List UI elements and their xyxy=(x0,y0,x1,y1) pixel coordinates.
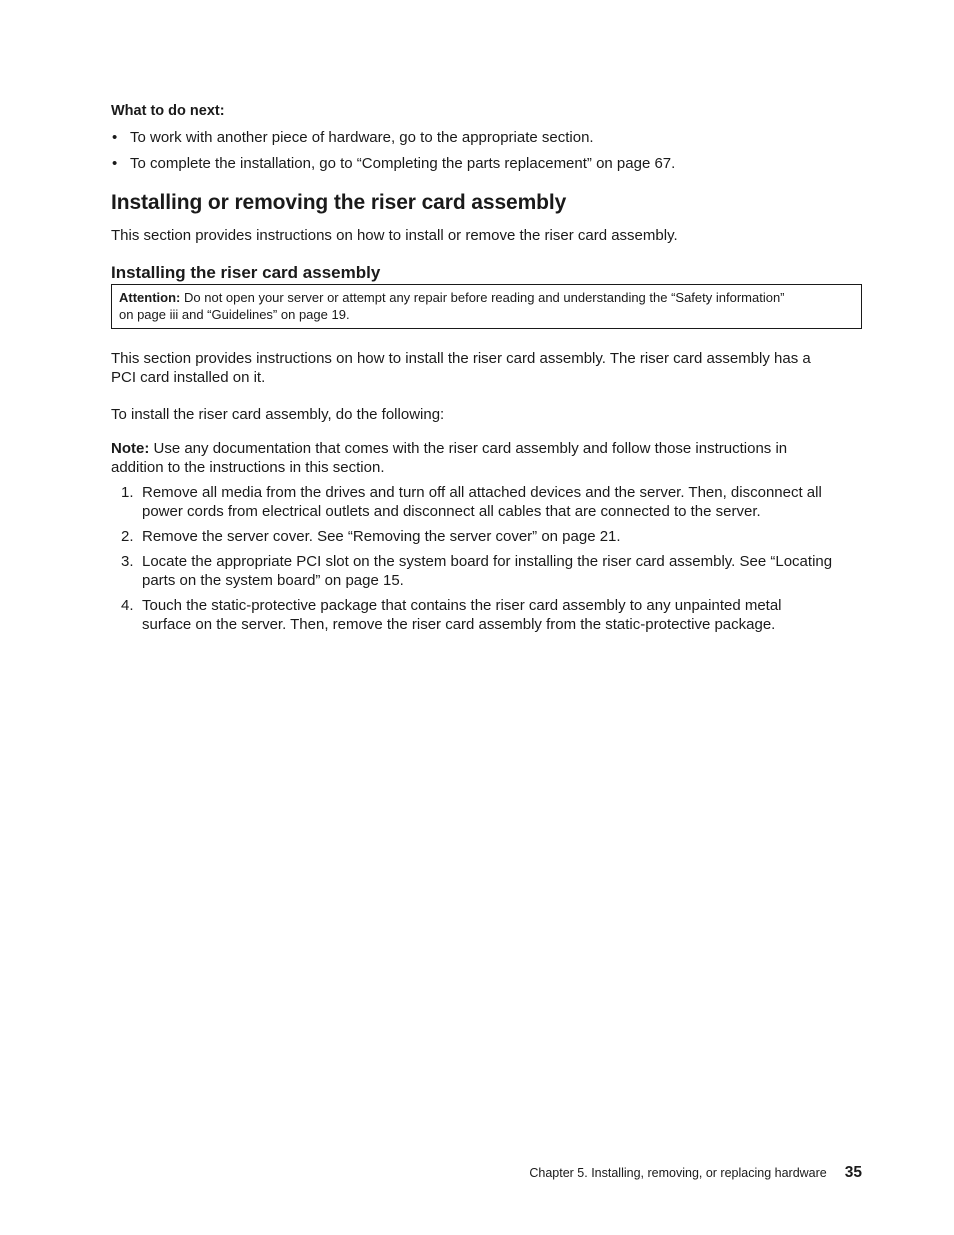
bullet-icon: • xyxy=(112,129,118,146)
list-item-text: To complete the installation, go to “Completing the parts replacement” on page 67. xyxy=(130,155,676,172)
list-item xyxy=(111,128,675,147)
step-number: 1. xyxy=(121,484,134,501)
step-text: parts on the system board” on page 15. xyxy=(142,572,404,589)
body-paragraph xyxy=(111,349,863,387)
what-to-do-next-heading: What to do next: xyxy=(111,103,225,119)
section-title: Installing or removing the riser card assembly xyxy=(111,191,567,214)
installation-steps xyxy=(111,483,863,640)
footer-chapter: Chapter 5. Installing, removing, or replacing hardware xyxy=(529,1166,827,1180)
attention-text: Do not open your server or attempt any repair before reading and understanding the “Safety information” xyxy=(184,290,785,305)
subsection-title: Installing the riser card assembly xyxy=(111,263,381,282)
step-number: 4. xyxy=(121,597,134,614)
body-line: This section provides instructions on how to install the riser card assembly. The riser card assembly has a xyxy=(111,350,811,367)
body-line: PCI card installed on it. xyxy=(111,369,266,386)
step-number: 3. xyxy=(121,553,134,570)
attention-box xyxy=(111,284,862,329)
body-paragraph: To install the riser card assembly, do the following: xyxy=(111,406,445,423)
step-text: Locate the appropriate PCI slot on the system board for installing the riser card assembly. See “Locating xyxy=(142,553,833,570)
step-item xyxy=(111,483,863,521)
step-text: Remove all media from the drives and turn off all attached devices and the server. Then, disconnect all xyxy=(142,484,822,501)
step-text: surface on the server. Then, remove the riser card assembly from the static-protective package. xyxy=(142,616,776,633)
note-paragraph xyxy=(111,439,863,477)
attention-line-1 xyxy=(119,290,853,307)
step-item xyxy=(111,552,863,590)
section-intro: This section provides instructions on how to install or remove the riser card assembly. xyxy=(111,227,678,244)
note-text: Use any documentation that comes with the riser card assembly and follow those instructions in xyxy=(153,440,788,457)
list-item xyxy=(111,154,675,173)
step-text: power cords from electrical outlets and disconnect all cables that are connected to the server. xyxy=(142,503,761,520)
step-item xyxy=(111,596,863,634)
attention-label: Attention: xyxy=(119,290,181,305)
step-text: Remove the server cover. See “Removing the server cover” on page 21. xyxy=(142,528,621,545)
step-item xyxy=(111,527,863,546)
attention-line-2: on page iii and “Guidelines” on page 19. xyxy=(119,306,350,322)
bullet-icon: • xyxy=(112,155,118,172)
list-item-text: To work with another piece of hardware, go to the appropriate section. xyxy=(130,129,594,146)
note-label: Note: xyxy=(111,440,150,457)
step-number: 2. xyxy=(121,528,134,545)
page-footer xyxy=(529,1164,862,1182)
what-to-do-next-list xyxy=(111,128,675,180)
step-text: Touch the static-protective package that contains the riser card assembly to any unpainted metal xyxy=(142,597,782,614)
note-text: addition to the instructions in this section. xyxy=(111,459,385,476)
page-number: 35 xyxy=(844,1164,862,1181)
